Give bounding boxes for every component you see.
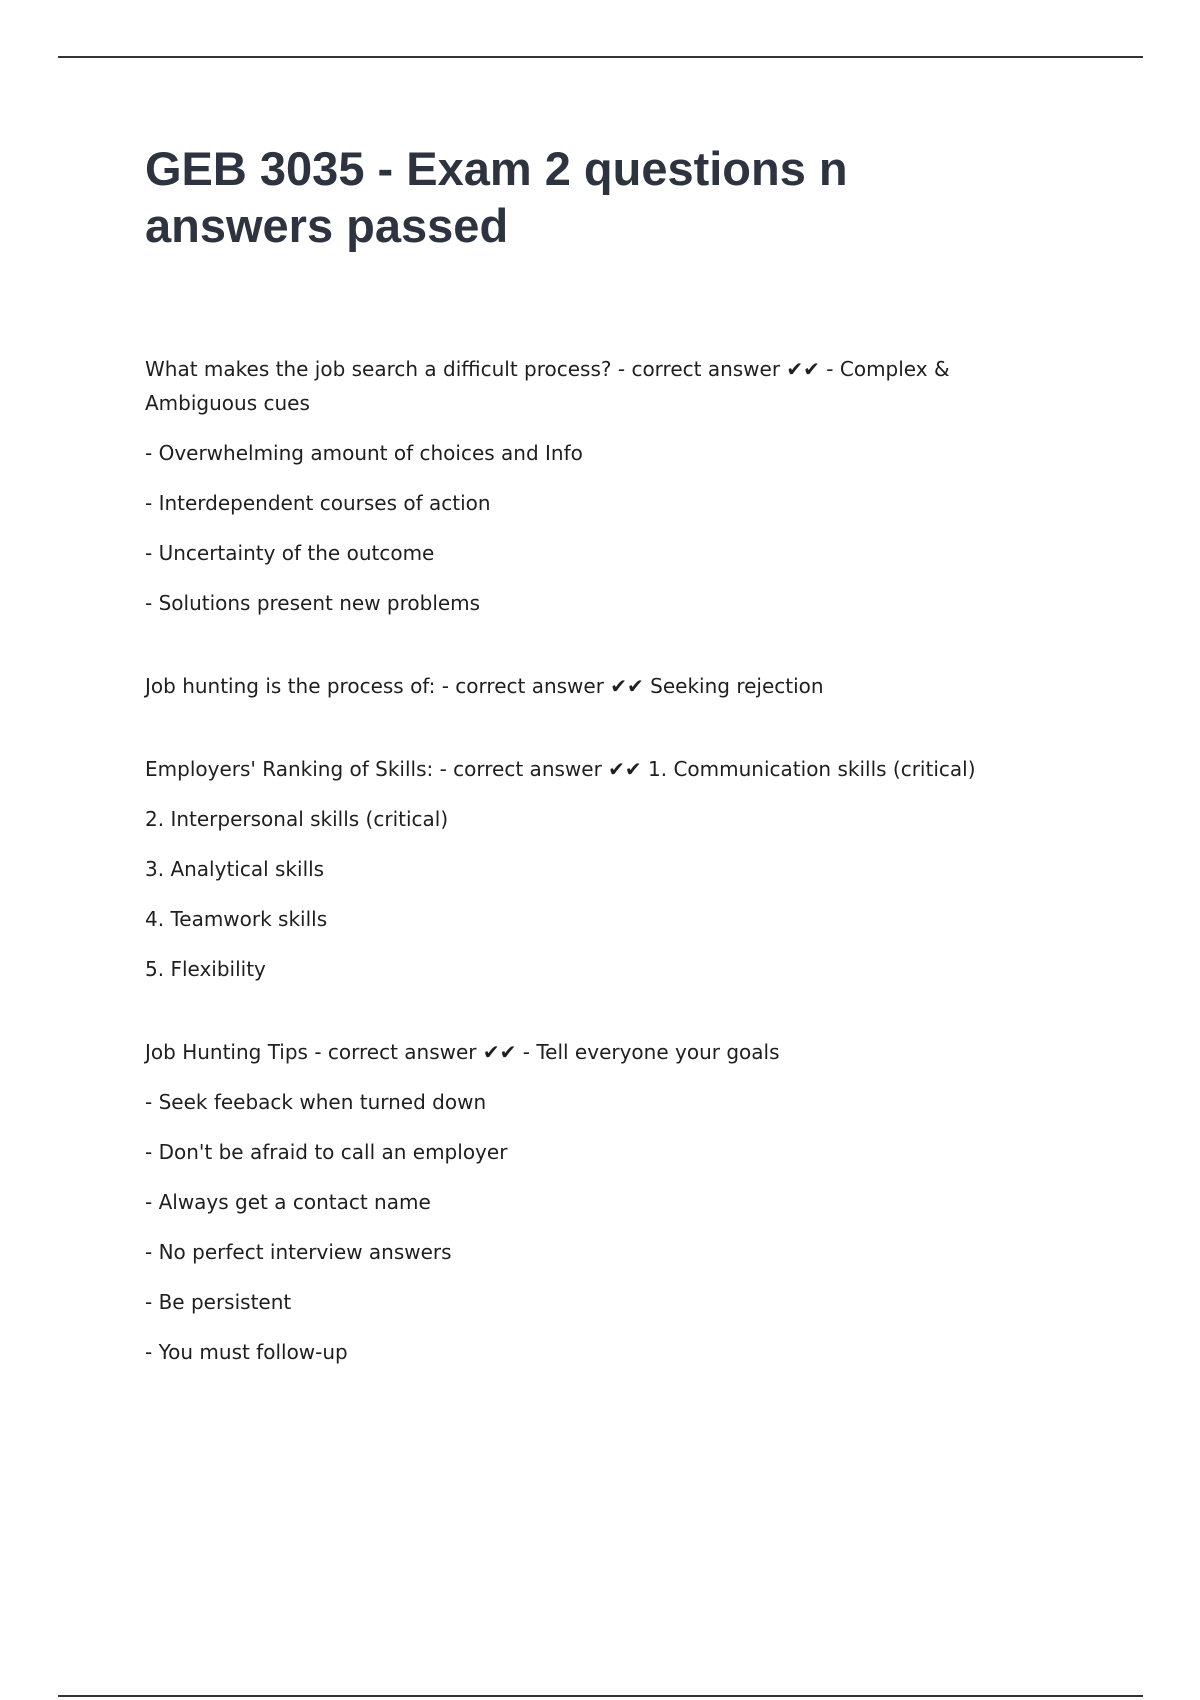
- qa-answer-line: - You must follow-up: [145, 1340, 348, 1364]
- qa-answer-line: - Uncertainty of the outcome: [145, 541, 435, 565]
- top-rule: [58, 56, 1143, 58]
- qa-list: [145, 352, 1065, 1369]
- bottom-rule: [58, 1695, 1143, 1697]
- qa-answer-line: 4. Teamwork skills: [145, 907, 328, 931]
- qa-answer-line: - Seek feeback when turned down: [145, 1090, 487, 1114]
- document-body: [145, 140, 1065, 1418]
- qa-answer-line: - Solutions present new problems: [145, 591, 481, 615]
- qa-question-line: Job hunting is the process of: - correct answer ✔✔ Seeking rejection: [145, 674, 824, 698]
- qa-item: [145, 352, 1065, 620]
- document-title: GEB 3035 - Exam 2 questions n answers passed: [145, 142, 848, 252]
- qa-question-line: Job Hunting Tips - correct answer ✔✔ - Tell everyone your goals: [145, 1040, 780, 1064]
- qa-answer-line: - Be persistent: [145, 1290, 292, 1314]
- qa-answer-line: 3. Analytical skills: [145, 857, 325, 881]
- qa-answer-line: 5. Flexibility: [145, 957, 266, 981]
- qa-question-line: What makes the job search a difficult process? - correct answer ✔✔ - Complex & Ambiguous cues: [145, 357, 950, 415]
- qa-answer-line: - Don't be afraid to call an employer: [145, 1140, 508, 1164]
- qa-answer-line: 2. Interpersonal skills (critical): [145, 807, 449, 831]
- qa-item: [145, 752, 1065, 986]
- qa-item: [145, 1035, 1065, 1369]
- qa-answer-line: - Interdependent courses of action: [145, 491, 491, 515]
- qa-item: [145, 669, 1065, 703]
- qa-question-line: Employers' Ranking of Skills: - correct answer ✔✔ 1. Communication skills (critical): [145, 757, 976, 781]
- qa-answer-line: - No perfect interview answers: [145, 1240, 452, 1264]
- qa-answer-line: - Overwhelming amount of choices and Info: [145, 441, 583, 465]
- qa-answer-line: - Always get a contact name: [145, 1190, 431, 1214]
